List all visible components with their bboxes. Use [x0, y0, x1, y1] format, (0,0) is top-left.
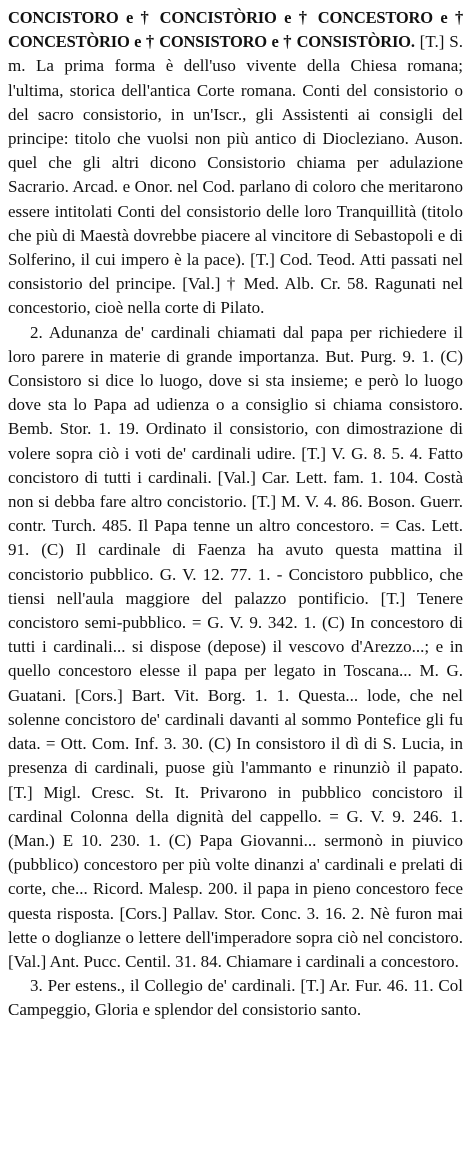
- entry-sense-2: 2. Adunanza de' cardinali chiamati dal papa per richiedere il loro parere in materie di grande importanza. But. Purg. 9. 1. (C) Consistoro si dice lo luogo, dove si sta insieme; e però lo luogo dove sta lo Papa ad udienza o a consiglio si chiama consistoro. Bemb. Stor. 1. 19. Ordinato il consistorio, con dimostrazione di volere sopra ciò i voti de' cardinali udire. [T.] V. G. 8. 5. 4. Fatto concistoro di tutti i cardinali. [Val.] Car. Lett. fam. 1. 104. Costà non si debba fare altro concistorio. [T.] M. V. 4. 86. Boson. Guerr. contr. Turch. 485. Il Papa tenne un altro concestoro. = Cas. Lett. 91. (C) Il cardinale di Faenza ha avuto questa mattina il concistorio pubblico. G. V. 12. 77. 1. - Concistoro pubblico, che tiensi nell'aula maggiore del palazzo pontificio. [T.] Tenere concistoro semi-pubblico. = G. V. 9. 342. 1. (C) In concestoro di tutti i cardinali... si dispose (depose) il vescovo d'Arezzo...; e in quello concestoro elesse il papa per legato in Toscana... M. G. Guatani. [Cors.] Bart. Vit. Borg. 1. 1. Questa... lode, che nel solenne concistoro de' cardinali davanti al sommo Pontefice gli fu data. = Ott. Com. Inf. 3. 30. (C) In consistoro il dì di S. Lucia, in presenza di cardinali, puose giù l'ammanto e rinunziò il papato. [T.] Migl. Cresc. St. It. Privarono in pubblico concistoro il cardinal Colonna della dignità del cappello. = G. V. 9. 246. 1. (Man.) E 10. 230. 1. (C) Papa Giovanni... sermonò in piuvico (pubblico) concestoro per più volte dinanzi a' cardinali e prelati di corte, che... Ricord. Malesp. 200. il papa in pieno concestoro fece questa risposta. [Cors.] Pallav. Stor. Conc. 3. 16. 2. Nè furon mai lette o doglianze o lettere dell'imperadore sopra ciò nel concistoro. [Val.] Ant. Pucc. Centil. 31. 84. Chiamare i cardinali a concestoro.: [8, 322, 463, 971]
- entry-intro-text: [T.] S. m. La prima forma è dell'uso vivente della Chiesa romana; l'ultima, storica dell'antica Corte romana. Conti del consistorio o del sacro consistorio, in un'Iscr., gli Assistenti ai consigli del principe: titolo che vuolsi non più antico di Diocleziano. Auson. quel che gli altri dicono Consistorio chiama per adulazione Sacrario. Arcad. e Onor. nel Cod. parlano di coloro che meritarono essere intitolati Conti del consistorio delle loro Tranquillità (titolo che più di Maestà dovrebbe piacere al vincitore di Sebastopoli e di Solferino, il cui impero è la pace). [T.] Cod. Teod. Atti passati nel consistorio del principe. [Val.] † Med. Alb. Cr. 58. Ragunati nel concestorio, cioè nella corte di Pilato.: [8, 32, 463, 318]
- entry-headword: CONCISTORO e † CONCISTÒRIO e † CONCESTORO e † CONCESTÒRIO e † CONSISTORO e † CONSISTÒRIO.: [8, 8, 463, 52]
- entry-intro: [8, 6, 463, 321]
- entry-sense-3: 3. Per estens., il Collegio de' cardinali. [T.] Ar. Fur. 46. 11. Col Campeggio, Gloria e splendor del consistorio santo.: [8, 976, 463, 1020]
